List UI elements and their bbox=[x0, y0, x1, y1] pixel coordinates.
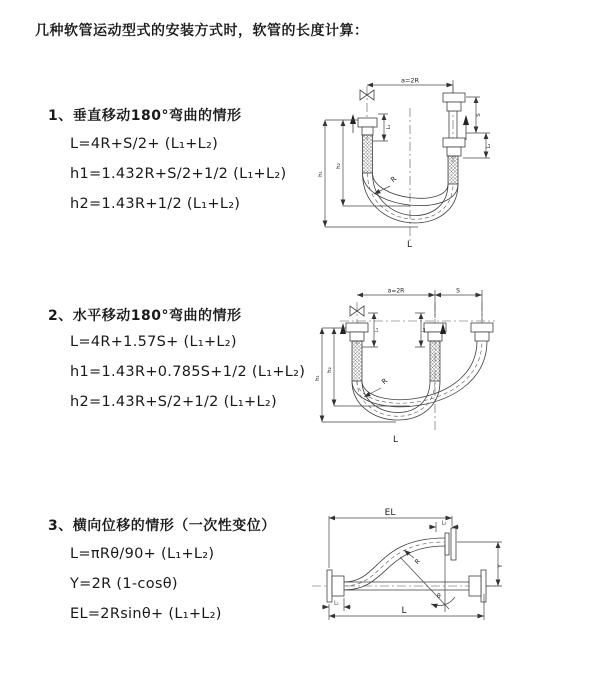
dim-label-l2: L₂ bbox=[486, 143, 492, 149]
right-fitting bbox=[443, 93, 465, 184]
dim-label-l1: L₁ bbox=[334, 600, 339, 607]
centerlines bbox=[340, 302, 495, 432]
formula: Y=2R (1-cosθ) bbox=[70, 576, 178, 592]
movement-arrow-icon bbox=[463, 115, 469, 125]
dim-label-el: EL bbox=[384, 508, 396, 518]
hose-curves bbox=[352, 341, 487, 420]
dim-label-h1: h₁ bbox=[315, 375, 321, 381]
diagram-lateral-displacement bbox=[300, 500, 600, 650]
section-1-heading: 1、垂直移动180°弯曲的情形 bbox=[48, 108, 242, 124]
movement-arrow-icon bbox=[340, 323, 346, 334]
movement-arrow-icon bbox=[350, 114, 356, 124]
dim-label-h2: h₂ bbox=[327, 367, 333, 373]
right-fitting-moved bbox=[471, 323, 493, 341]
diagram-horizontal-180-bend bbox=[310, 280, 595, 455]
formula: h2=1.43R+1/2 (L₁+L₂) bbox=[70, 196, 241, 212]
dim-label-l: L bbox=[393, 435, 399, 445]
formula: L=4R+1.57S+ (L₁+L₂) bbox=[70, 334, 237, 350]
dim-label-s: S bbox=[476, 113, 482, 117]
upper-flange-moved bbox=[445, 528, 456, 560]
section-3-heading: 3、横向位移的情形（一次性变位） bbox=[48, 518, 276, 534]
braided-hose bbox=[363, 135, 373, 173]
braided-hose bbox=[430, 341, 440, 381]
dim-label-theta: θ bbox=[437, 593, 441, 600]
dim-label-l: L bbox=[407, 240, 413, 250]
dim-label-l1: L₁ bbox=[375, 327, 380, 333]
formula: h2=1.43R+S/2+1/2 (L₁+L₂) bbox=[70, 394, 277, 410]
diagram-vertical-180-bend bbox=[315, 70, 590, 260]
dim-label-h1: h₁ bbox=[318, 171, 324, 177]
dim-label-y: Y bbox=[497, 564, 504, 568]
dim-label-s: S bbox=[456, 287, 460, 295]
left-fitting bbox=[358, 118, 377, 173]
dim-label-r: R bbox=[413, 557, 423, 567]
dim-label-l: L bbox=[401, 606, 407, 616]
formula: h1=1.432R+S/2+1/2 (L₁+L₂) bbox=[70, 166, 287, 182]
dim-label-a2r: a=2R bbox=[387, 287, 405, 295]
formula: L=4R+S/2+ (L₁+L₂) bbox=[70, 136, 219, 152]
page-title: 几种软管运动型式的安装方式时，软管的长度计算： bbox=[35, 23, 369, 39]
right-flange bbox=[469, 570, 486, 602]
dim-label-r: R bbox=[380, 376, 390, 387]
dim-label-h2: h₂ bbox=[336, 163, 342, 169]
left-fitting bbox=[346, 323, 368, 381]
formula: h1=1.43R+0.785S+1/2 (L₁+L₂) bbox=[70, 364, 306, 380]
left-flange bbox=[327, 570, 344, 602]
braided-hose bbox=[448, 156, 458, 184]
dim-label-l1: L₁ bbox=[386, 124, 392, 130]
section-2-heading: 2、水平移动180°弯曲的情形 bbox=[48, 308, 242, 324]
dim-label-a2r: a=2R bbox=[400, 76, 420, 85]
braided-hose bbox=[352, 341, 362, 381]
dim-label-l2: L₂ bbox=[441, 520, 447, 527]
dim-label-l2: L₂ bbox=[422, 327, 427, 333]
centerlines bbox=[367, 86, 453, 244]
dim-label-r: R bbox=[389, 174, 399, 185]
formula: L=πRθ/90+ (L₁+L₂) bbox=[70, 546, 215, 562]
formula: EL=2Rsinθ+ (L₁+L₂) bbox=[70, 606, 222, 622]
